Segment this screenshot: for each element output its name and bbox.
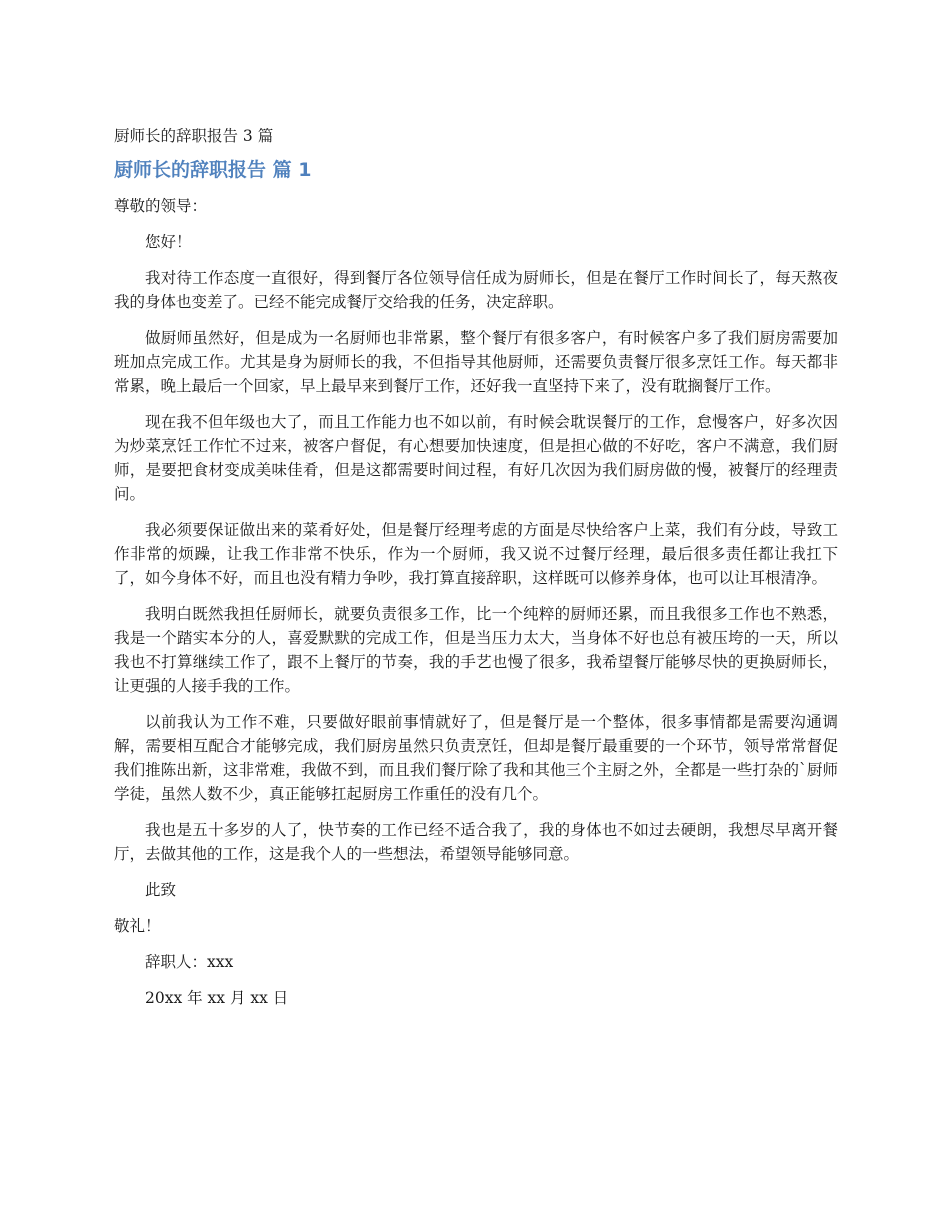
document-title: 厨师长的辞职报告 3 篇: [114, 127, 274, 145]
signature-line: 辞职人：xxx: [145, 953, 234, 971]
regards-line: 敬礼！: [114, 917, 161, 935]
date-line: 20xx 年 xx 月 xx 日: [145, 989, 289, 1007]
greeting: 您好！: [145, 233, 192, 251]
section-heading: 厨师长的辞职报告 篇 1: [114, 159, 312, 181]
body-paragraph: 我也是五十多岁的人了，快节奏的工作已经不适合我了，我的身体也不如过去硬朗，我想尽早离开餐厅，去做其他的工作，这是我个人的一些想法，希望领导能够同意。: [114, 821, 838, 863]
body-paragraph: 我明白既然我担任厨师长，就要负责很多工作，比一个纯粹的厨师还累，而且我很多工作也不熟悉，我是一个踏实本分的人，喜爱默默的完成工作，但是当压力太大，当身体不好也总有被压垮的一天，所以我也不打算继续工作了，跟不上餐厅的节奏，我的手艺也慢了很多，我希望餐厅能够尽快的更换厨师长，让更强的人接手我的工作。: [114, 605, 838, 695]
salutation: 尊敬的领导：: [114, 197, 208, 215]
body-paragraph: 做厨师虽然好，但是成为一名厨师也非常累，整个餐厅有很多客户，有时候客户多了我们厨房需要加班加点完成工作。尤其是身为厨师长的我，不但指导其他厨师，还需要负责餐厅很多烹饪工作。每天都非常累，晚上最后一个回家，早上最早来到餐厅工作，还好我一直坚持下来了，没有耽搁餐厅工作。: [114, 329, 838, 395]
body-paragraph: 现在我不但年级也大了，而且工作能力也不如以前，有时候会耽误餐厅的工作，怠慢客户，好多次因为炒菜烹饪工作忙不过来，被客户督促，有心想要加快速度，但是担心做的不好吃，客户不满意，我们厨师，是要把食材变成美味佳肴，但是这都需要时间过程，有好几次因为我们厨房做的慢，被餐厅的经理责问。: [114, 413, 838, 503]
closing-line: 此致: [145, 881, 177, 899]
document-page: [114, 124, 838, 1022]
body-paragraph: 以前我认为工作不难，只要做好眼前事情就好了，但是餐厅是一个整体，很多事情都是需要沟通调解，需要相互配合才能够完成，我们厨房虽然只负责烹饪，但却是餐厅最重要的一个环节，领导常常督促我们推陈出新，这非常难，我做不到，而且我们餐厅除了我和其他三个主厨之外，全都是一些打杂的`厨师学徒，虽然人数不少，真正能够扛起厨房工作重任的没有几个。: [114, 713, 838, 803]
body-paragraph: 我必须要保证做出来的菜肴好处，但是餐厅经理考虑的方面是尽快给客户上菜，我们有分歧，导致工作非常的烦躁，让我工作非常不快乐，作为一个厨师，我又说不过餐厅经理，最后很多责任都让我扛下了，如今身体不好，而且也没有精力争吵，我打算直接辞职，这样既可以修养身体，也可以让耳根清净。: [114, 521, 838, 587]
body-paragraph: 我对待工作态度一直很好，得到餐厅各位领导信任成为厨师长，但是在餐厅工作时间长了，每天熬夜我的身体也变差了。已经不能完成餐厅交给我的任务，决定辞职。: [114, 269, 838, 311]
